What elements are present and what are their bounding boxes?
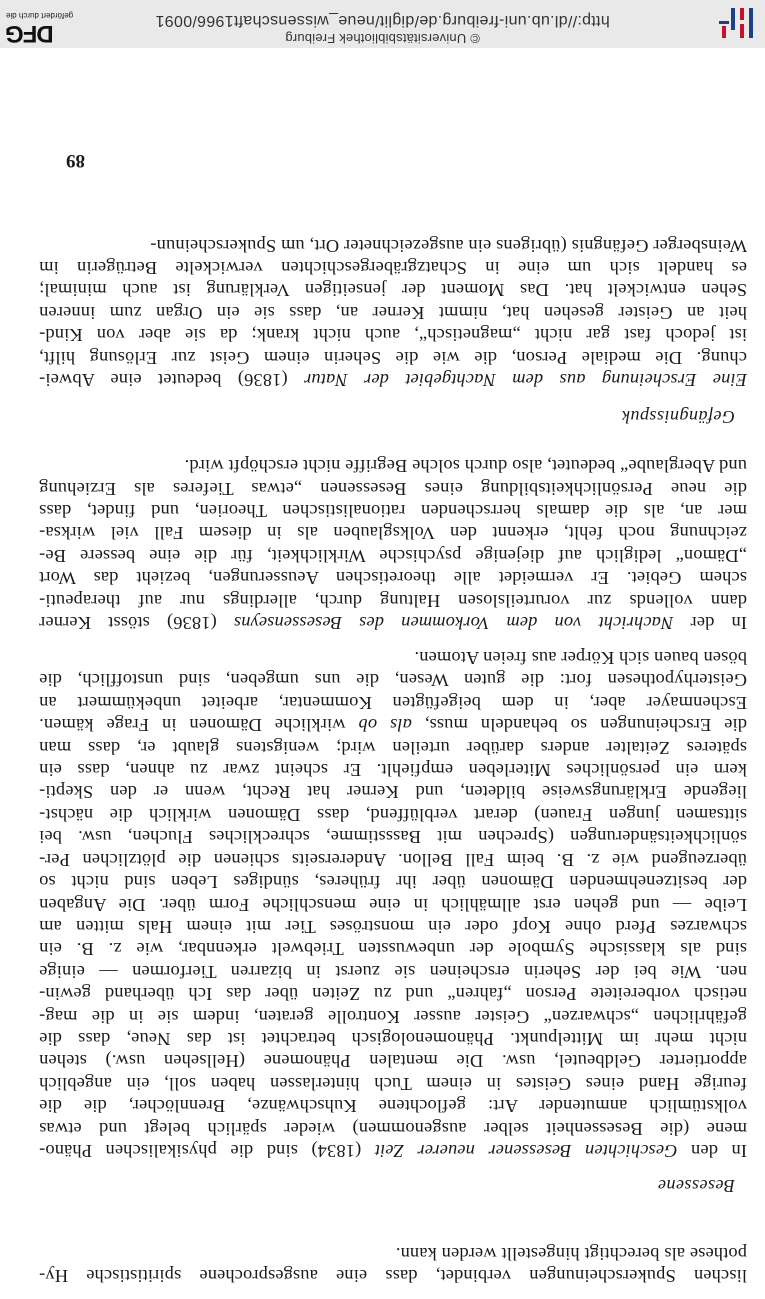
text-line: dann vollends zur vorurteilslosen Haltung durch, allerdings nur auf therapeuti- xyxy=(39,590,747,611)
text-line: späteres Zeitalter anders darüber urteilen wird; wenigstens glaubt er, dass man xyxy=(39,737,747,758)
text-line: heit an Geister gesehen hat, nimmt Kerner an, dass sie ein Organ zum inneren xyxy=(39,302,747,323)
viewer-footer xyxy=(0,0,765,48)
text-line: lischen Spukerscheinungen verbindet, dass eine ausgesprochene spiritistische Hy- xyxy=(39,1266,747,1286)
text-line: der besitzenehmenden Dämonen über ihr früheres, sündiges Leben sind nicht so xyxy=(39,872,747,893)
text-line: volkstümlich anmutender Art: geflochtene Kuhschwänze, Brennlöcher, die die xyxy=(39,1096,747,1117)
intro-paragraph xyxy=(39,1242,747,1287)
text-line: Geisterhypothesen fort: die guten Wesen, die uns umgeben, sind unstofflich, die xyxy=(39,670,747,691)
text-line: mene (die Besessenheit selber ausgenommen) wieder spärlich belegt und etwas xyxy=(39,1118,747,1139)
source-url-link[interactable]: http://dl.ub.uni-freiburg.de/diglit/neue_wissenschaft1966/0091 xyxy=(155,12,610,29)
text-line: Weinsberger Gefängnis (übrigens ein ausgezeichneter Ort, um Spukerscheinun- xyxy=(150,235,747,256)
dfg-mark: DFG xyxy=(6,20,54,47)
text-line: überzeugend wie z. B. beim Fall Bellon. Andererseits schienen die plötzlichen Per- xyxy=(39,849,747,870)
text-line: Sehen entwickelt hat. Das Moment der jenseitigen Verklärung ist auch minimal; xyxy=(39,280,747,301)
text-line: gefährlichen „schwarzen“ Geister ausser Kontrolle geraten, indem sie in die mag- xyxy=(39,1006,747,1027)
page-number: 89 xyxy=(66,150,85,171)
text-line: feurige Hand eines Geistes in einem Tuch hinterlassen haben soll, ein angeblich xyxy=(39,1073,747,1094)
paragraph-nachricht xyxy=(39,455,747,634)
text-line: schwarzes Pferd ohne Kopf oder ein monströses Tier mit einem Hals mitten am xyxy=(39,916,747,937)
text-line: sind als klassische Symbole der unbewussten Triebwelt erkennbar, wie z. B. ein xyxy=(39,939,747,960)
text-line: Leibe — und gehen erst allmählich in eine menschliche Form über. Die Angaben xyxy=(39,894,747,915)
text-line: zeichnung noch fehlt, erkennt den Volksglauben als in diesem Fall viel wirksa- xyxy=(39,523,747,544)
text-line: „Dämon“ lediglich auf diejenige psychische Wirklichkeit, für die eine bessere Be- xyxy=(39,545,747,566)
text-line: In der Nachricht von dem Vorkommen des Besessenseyns (1836) stösst Kerner xyxy=(39,613,747,633)
text-line: und Aberglaube“ bedeutet, also durch solche Begriffe nicht erschöpft wird. xyxy=(184,456,747,477)
text-line: liegende Erklärungsweise bildeten, und Kerner hat Recht, wenn er den Skepti- xyxy=(39,782,747,803)
text-line: Eine Erscheinung aus dem Nachtgebiet der Natur (1836) bedeutet eine Abwei- xyxy=(39,370,747,390)
text-line: sittsamen jungen Frauen) derart verblüffend, dass Dämonen wirklich die nächst- xyxy=(39,804,747,825)
section-heading-gefaengnisspuk: Gefängnisspuk xyxy=(621,407,735,427)
book-page xyxy=(0,48,765,1289)
text-line: In den Geschichten Besessener neuerer Zeit (1834) sind die physikalischen Phäno- xyxy=(38,1141,747,1161)
text-line: nicht mehr im Mittelpunkt. Phänomenologisch betrachtet ist das Neue, dass die xyxy=(39,1028,747,1049)
text-line: bösen bauen sich Körper aus freien Atomen. xyxy=(414,648,747,669)
paragraph-besessene xyxy=(39,647,747,1162)
text-line: netisch vorbereitete Person „fahren“ und zu Zeiten über das Ich überhand gewin- xyxy=(39,984,747,1005)
text-line: ist jedoch fast gar nicht „magnetisch“, auch nicht krank; da sie aber von Kind- xyxy=(39,325,747,346)
text-line: Eschenmayer aber, in dem beigefügten Kommentar, arbeitet unbekümmert an xyxy=(39,692,747,713)
text-line: schem Gebiet. Er vermeidet alle theoretischen Aeusserungen, bezieht das Wort xyxy=(39,568,747,589)
text-line: die neue Persönlichkeitsbildung eines Besessenen „etwas Tieferes als Erziehung xyxy=(39,478,747,499)
text-line: apportierter Geldbeutel, usw. Die mentalen Phänomene (Hellsehen usw.) stehen xyxy=(39,1051,747,1072)
dfg-funding-note: gefördert durch die xyxy=(6,11,74,20)
dfg-logo xyxy=(6,11,76,46)
text-line: es handelt sich um eine in Schatzgräbergeschichten verwickelte Betrügerin im xyxy=(39,257,747,278)
text-line: chung. Die mediale Person, die wie die Seherin einem Geist zur Erlösung hilft, xyxy=(39,347,747,368)
copyright-text: © Universitätsbibliothek Freiburg xyxy=(285,31,480,46)
text-line: sönlichkeitsänderungen (Sprechen mit Bassstimme, schreckliches Fluchen, usw. bei xyxy=(39,827,747,848)
text-line: pothese als berechtigt hingestellt werden kann. xyxy=(395,1243,747,1264)
text-line: die Erscheinungen so behandeln muss, als ob wirkliche Dämonen in Frage kämen. xyxy=(39,715,747,736)
text-line: mer an, als die damals herrschenden rationalistischen Theorien, und findet, dass xyxy=(39,500,747,521)
paragraph-gefaengnisspuk xyxy=(39,234,747,391)
section-heading-besessene: Besessene xyxy=(657,1176,735,1196)
text-line: kern ein persönliches Miterleben empfiehlt. Er scheint zwar zu ahnen, dass ein xyxy=(39,760,747,781)
text-line: nen. Wie bei der Seherin erscheinen sie zuerst in bizarren Tierformen — einige xyxy=(39,961,747,982)
